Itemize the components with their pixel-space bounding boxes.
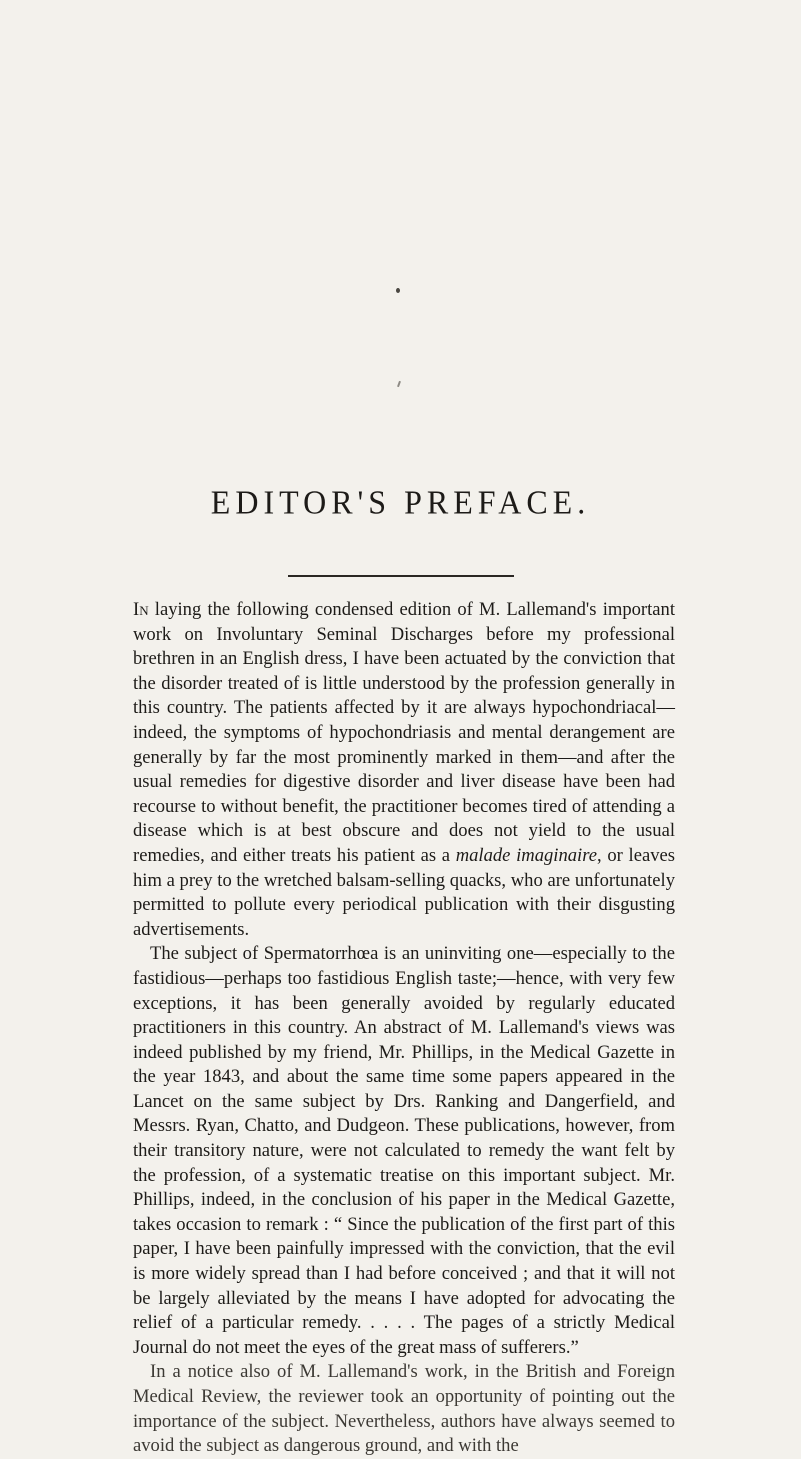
paragraph-1-tail: , or leaves him a prey to the wretched balsam-selling quacks, who are unfortunately permitted to pollute every periodical publication with their disgusting advertisements. [133, 844, 675, 940]
paragraph-2: The subject of Spermatorrhœa is an uninviting one—especially to the fastidious—perhaps too fastidious English taste;—hence, with very few exceptions, it has been generally avoided by regularly educated practitioners in this country. An abstract of M. Lallemand's views was indeed published by my friend, Mr. Phillips, in the Medical Gazette in the year 1843, and about the same time some papers appeared in the Lancet on the same subject by Drs. Ranking and Dangerfield, and Messrs. Ryan, Chatto, and Dudgeon. These publications, however, from their transitory nature, were not calculated to remedy the want felt by the profession, of a systematic treatise on this important subject. Mr. Phillips, indeed, in the conclusion of his paper in the Medical Gazette, takes occasion to remark : “ Since the publication of the first part of this paper, I have been painfully impressed with the conviction, that the evil is more widely spread than I had before conceived ; and that it will not be largely alleviated by the means I have adopted for advocating the relief of a particular remedy. . . . . The pages of a strictly Medical Journal do not meet the eyes of the great mass of sufferers.” [133, 943, 675, 1358]
ink-speck [396, 288, 400, 293]
paragraph-1-text: laying the following condensed edition of M. Lallemand's important work on Involuntary Seminal Discharges before my professional brethren in an English dress, I have been actuated by the conviction that the disorder treated of is little understood by the profession generally in this country. The patients affected by it are always hypochondriacal—indeed, the symptoms of hypochondriasis and mental derangement are generally by far the most prominently marked in them—and after the usual remedies for digestive disorder and liver disease have been had recourse to without benefit, the practitioner becomes tired of attending a disease which is at best obscure and does not yield to the usual remedies, and either treats his patient as a [133, 599, 675, 866]
italic-phrase: malade imaginaire [455, 844, 598, 866]
paragraph-1 [133, 598, 675, 942]
paragraph-3: In a notice also of M. Lallemand's work, in the British and Foreign Medical Review, the reviewer took an opportunity of pointing out the importance of the subject. Nevertheless, authors have always seemed to avoid the subject as dangerous ground, and with the [133, 1361, 675, 1457]
ink-mark [397, 381, 401, 387]
paragraph-lead: In [133, 599, 149, 620]
preface-body [133, 598, 675, 1459]
page-title: EDITOR'S PREFACE. [210, 483, 591, 521]
title-divider [288, 575, 514, 577]
